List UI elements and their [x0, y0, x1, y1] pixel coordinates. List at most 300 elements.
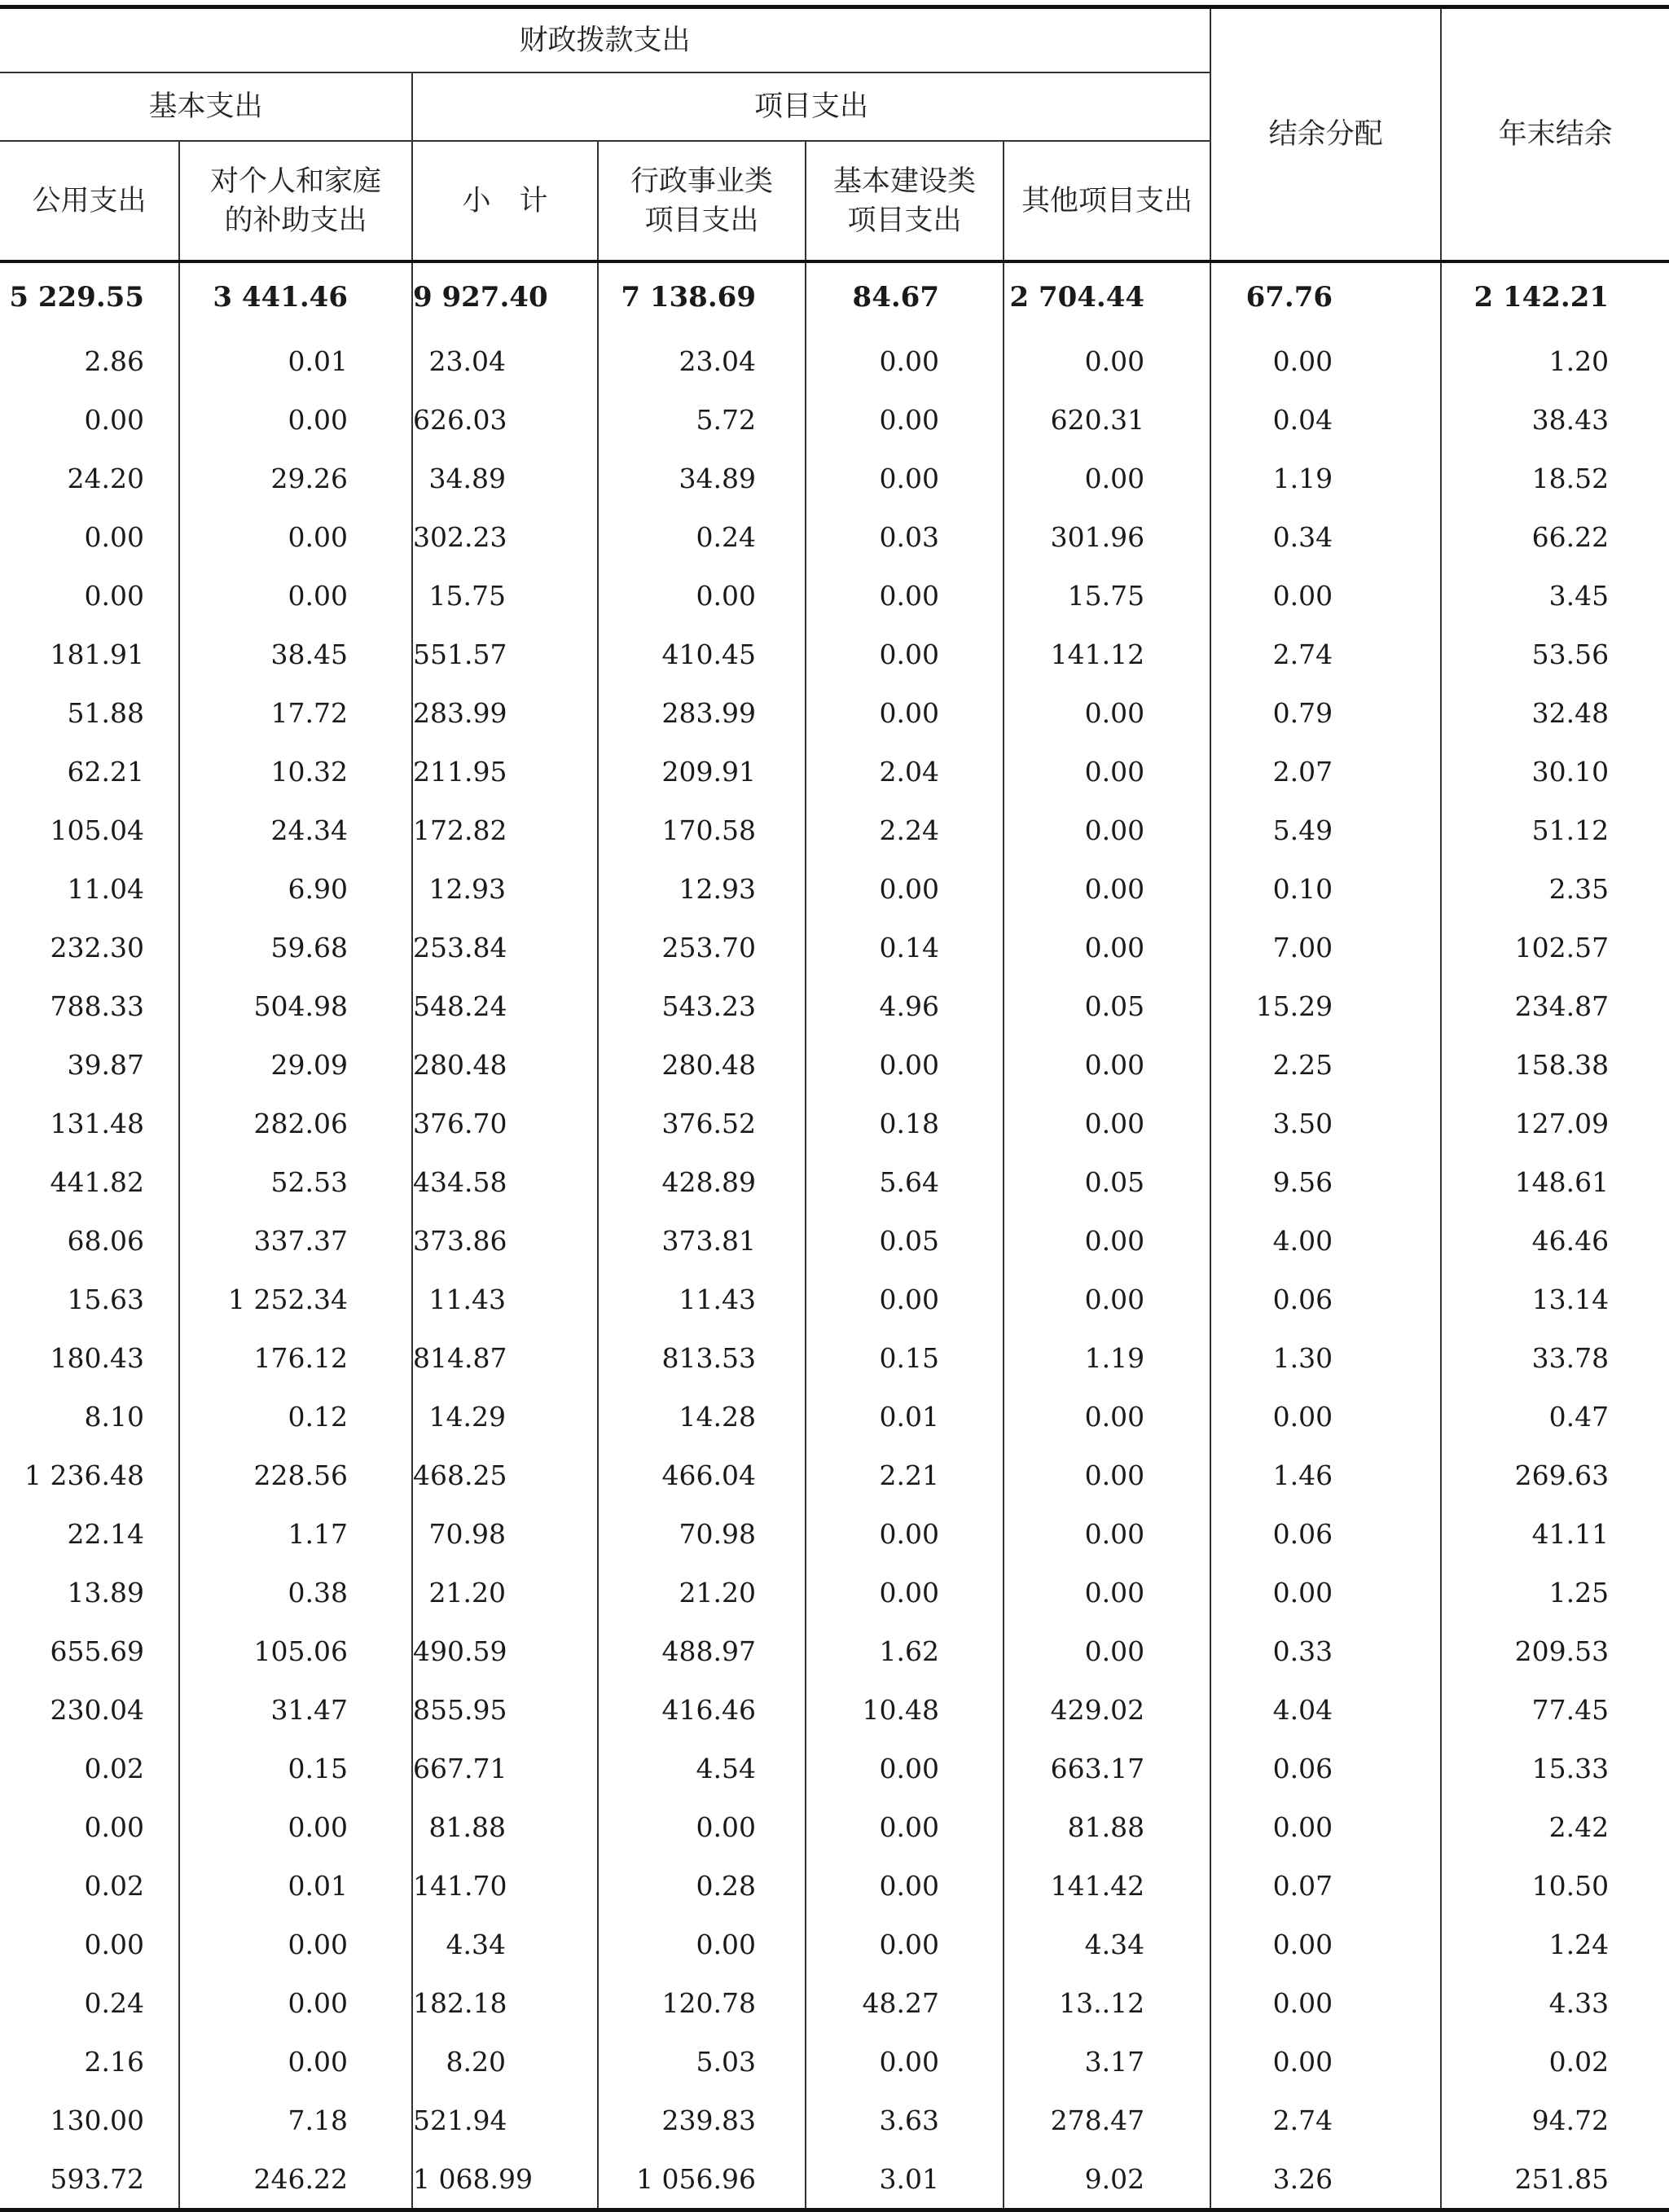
cell-public: 441.82: [50, 1165, 144, 1198]
cell-personal: 0.00: [179, 1915, 412, 1973]
cell-balance-distribution: 0.00: [1210, 331, 1441, 390]
table-row: [0, 801, 1669, 859]
cell-year-end-balance: 30.10: [1441, 742, 1669, 801]
cell-subtotal: 667.71: [412, 1739, 598, 1797]
cell-public: 8.10: [84, 1400, 144, 1433]
cell-public: 0.00: [84, 1810, 144, 1843]
cell-other: 0.00: [1004, 1504, 1210, 1563]
cell-public: 181.91: [50, 638, 144, 670]
cell-personal: 29.09: [179, 1035, 412, 1094]
cell-admin: 239.83: [598, 2091, 806, 2149]
cell-admin: 120.78: [598, 1973, 806, 2032]
cell-admin: 0.28: [598, 1856, 806, 1915]
cell-year-end-balance: 0.02: [1441, 2032, 1669, 2091]
cell-admin: 0.24: [598, 507, 806, 566]
cell-personal: 0.12: [179, 1387, 412, 1446]
cell-balance-distribution: 7.00: [1210, 918, 1441, 977]
cell-other: 15.75: [1004, 566, 1210, 625]
cell-personal: 282.06: [179, 1094, 412, 1152]
cell-admin: 376.52: [598, 1094, 806, 1152]
total-personal: 3 441.46: [179, 261, 412, 331]
cell-personal: 24.34: [179, 801, 412, 859]
cell-admin: 5.72: [598, 390, 806, 449]
cell-balance-distribution: 0.00: [1210, 2032, 1441, 2091]
cell-public: 0.02: [84, 1752, 144, 1784]
fiscal-expenditure-table: [0, 5, 1669, 2212]
cell-balance-distribution: 1.46: [1210, 1446, 1441, 1504]
total-subtotal: 9 927.40: [412, 261, 598, 331]
table-row: [0, 1035, 1669, 1094]
cell-balance-distribution: 0.10: [1210, 859, 1441, 918]
cell-admin: 209.91: [598, 742, 806, 801]
cell-other: 0.00: [1004, 918, 1210, 977]
cell-year-end-balance: 127.09: [1441, 1094, 1669, 1152]
cell-construction: 0.00: [806, 625, 1004, 683]
cell-year-end-balance: 13.14: [1441, 1270, 1669, 1328]
cell-construction: 0.00: [806, 1035, 1004, 1094]
cell-personal: 0.00: [179, 566, 412, 625]
cell-construction: 1.62: [806, 1622, 1004, 1680]
cell-public: 15.63: [67, 1283, 144, 1315]
table-row: [0, 1915, 1669, 1973]
cell-public: 13.89: [67, 1576, 144, 1609]
cell-construction: 4.96: [806, 977, 1004, 1035]
cell-balance-distribution: 5.49: [1210, 801, 1441, 859]
cell-admin: 373.81: [598, 1211, 806, 1270]
cell-personal: 59.68: [179, 918, 412, 977]
cell-balance-distribution: 0.00: [1210, 1973, 1441, 2032]
table-row: [0, 1387, 1669, 1446]
cell-balance-distribution: 0.06: [1210, 1270, 1441, 1328]
cell-subtotal: 8.20: [412, 2032, 598, 2091]
cell-other: 0.05: [1004, 977, 1210, 1035]
cell-admin: 1 056.96: [598, 2149, 806, 2210]
cell-balance-distribution: 0.79: [1210, 683, 1441, 742]
cell-other: 0.00: [1004, 801, 1210, 859]
cell-construction: 0.00: [806, 1739, 1004, 1797]
cell-balance-distribution: 2.07: [1210, 742, 1441, 801]
cell-construction: 0.05: [806, 1211, 1004, 1270]
cell-subtotal: 253.84: [412, 918, 598, 977]
cell-subtotal: 81.88: [412, 1797, 598, 1856]
cell-admin: 12.93: [598, 859, 806, 918]
cell-balance-distribution: 0.00: [1210, 1563, 1441, 1622]
cell-subtotal: 280.48: [412, 1035, 598, 1094]
table-row: [0, 1563, 1669, 1622]
cell-subtotal: 373.86: [412, 1211, 598, 1270]
cell-other: 13..12: [1004, 1973, 1210, 2032]
cell-personal: 337.37: [179, 1211, 412, 1270]
cell-subtotal: 141.70: [412, 1856, 598, 1915]
cell-construction: 0.00: [806, 390, 1004, 449]
table-row: [0, 2032, 1669, 2091]
cell-other: 141.12: [1004, 625, 1210, 683]
cell-admin: 23.04: [598, 331, 806, 390]
table-row: [0, 390, 1669, 449]
cell-public: 232.30: [50, 931, 144, 963]
cell-other: 620.31: [1004, 390, 1210, 449]
cell-other: 141.42: [1004, 1856, 1210, 1915]
cell-admin: 813.53: [598, 1328, 806, 1387]
total-other: 2 704.44: [1004, 261, 1210, 331]
cell-subtotal: 211.95: [412, 742, 598, 801]
cell-subtotal: 521.94: [412, 2091, 598, 2149]
cell-personal: 10.32: [179, 742, 412, 801]
cell-construction: 48.27: [806, 1973, 1004, 2032]
table-row: [0, 1739, 1669, 1797]
table-row: [0, 742, 1669, 801]
cell-personal: 29.26: [179, 449, 412, 507]
cell-other: 429.02: [1004, 1680, 1210, 1739]
cell-other: 663.17: [1004, 1739, 1210, 1797]
cell-subtotal: 814.87: [412, 1328, 598, 1387]
cell-balance-distribution: 2.25: [1210, 1035, 1441, 1094]
cell-year-end-balance: 1.25: [1441, 1563, 1669, 1622]
cell-admin: 0.00: [598, 1797, 806, 1856]
cell-construction: 0.03: [806, 507, 1004, 566]
cell-balance-distribution: 0.07: [1210, 1856, 1441, 1915]
cell-personal: 0.38: [179, 1563, 412, 1622]
header-construction-projects-line2: 项目支出: [847, 204, 962, 237]
cell-personal: 0.00: [179, 507, 412, 566]
cell-balance-distribution: 0.33: [1210, 1622, 1441, 1680]
cell-personal: 504.98: [179, 977, 412, 1035]
cell-admin: 428.89: [598, 1152, 806, 1211]
cell-other: 0.00: [1004, 1270, 1210, 1328]
header-public-expenditure: 公用支出: [0, 141, 179, 261]
cell-other: 0.00: [1004, 742, 1210, 801]
cell-year-end-balance: 251.85: [1441, 2149, 1669, 2210]
cell-other: 0.00: [1004, 1094, 1210, 1152]
cell-personal: 38.45: [179, 625, 412, 683]
cell-public: 130.00: [50, 2104, 144, 2136]
cell-public: 180.43: [50, 1341, 144, 1374]
cell-public: 788.33: [50, 990, 144, 1022]
cell-public: 51.88: [67, 696, 144, 729]
table-row: [0, 625, 1669, 683]
cell-other: 0.00: [1004, 449, 1210, 507]
header-basic-expenditure: 基本支出: [0, 72, 412, 141]
cell-balance-distribution: 9.56: [1210, 1152, 1441, 1211]
cell-year-end-balance: 4.33: [1441, 1973, 1669, 2032]
cell-year-end-balance: 3.45: [1441, 566, 1669, 625]
cell-public: 0.00: [84, 1928, 144, 1960]
cell-admin: 34.89: [598, 449, 806, 507]
cell-other: 0.00: [1004, 1035, 1210, 1094]
cell-subtotal: 11.43: [412, 1270, 598, 1328]
cell-year-end-balance: 1.24: [1441, 1915, 1669, 1973]
header-other-projects: 其他项目支出: [1004, 141, 1210, 261]
cell-personal: 0.01: [179, 1856, 412, 1915]
cell-admin: 21.20: [598, 1563, 806, 1622]
cell-year-end-balance: 2.35: [1441, 859, 1669, 918]
cell-personal: 0.00: [179, 1797, 412, 1856]
cell-other: 0.00: [1004, 859, 1210, 918]
cell-subtotal: 182.18: [412, 1973, 598, 2032]
cell-balance-distribution: 2.74: [1210, 2091, 1441, 2149]
cell-construction: 0.00: [806, 1270, 1004, 1328]
table-row: [0, 449, 1669, 507]
cell-admin: 0.00: [598, 1915, 806, 1973]
table-header: [0, 7, 1669, 262]
cell-public: 39.87: [67, 1048, 144, 1081]
cell-public: 11.04: [67, 872, 144, 905]
header-construction-projects-line1: 基本建设类: [832, 165, 976, 198]
cell-year-end-balance: 102.57: [1441, 918, 1669, 977]
cell-subtotal: 34.89: [412, 449, 598, 507]
table-row: [0, 1504, 1669, 1563]
cell-public: 131.48: [50, 1107, 144, 1139]
cell-admin: 410.45: [598, 625, 806, 683]
cell-other: 278.47: [1004, 2091, 1210, 2149]
cell-personal: 1 252.34: [179, 1270, 412, 1328]
cell-balance-distribution: 4.04: [1210, 1680, 1441, 1739]
cell-admin: 5.03: [598, 2032, 806, 2091]
cell-balance-distribution: 1.19: [1210, 449, 1441, 507]
cell-personal: 246.22: [179, 2149, 412, 2210]
cell-public: 230.04: [50, 1693, 144, 1726]
cell-year-end-balance: 94.72: [1441, 2091, 1669, 2149]
table-row: [0, 2091, 1669, 2149]
cell-other: 1.19: [1004, 1328, 1210, 1387]
cell-public: 2.86: [84, 345, 144, 377]
table-row: [0, 918, 1669, 977]
table-row: [0, 1211, 1669, 1270]
cell-other: 4.34: [1004, 1915, 1210, 1973]
cell-personal: 228.56: [179, 1446, 412, 1504]
cell-other: 0.00: [1004, 1446, 1210, 1504]
cell-balance-distribution: 0.06: [1210, 1739, 1441, 1797]
table-row: [0, 507, 1669, 566]
total-admin: 7 138.69: [598, 261, 806, 331]
header-admin-projects-line2: 项目支出: [644, 204, 759, 237]
header-personal-subsidy-line1: 对个人和家庭: [209, 165, 381, 198]
cell-other: 0.00: [1004, 1211, 1210, 1270]
cell-admin: 416.46: [598, 1680, 806, 1739]
cell-personal: 52.53: [179, 1152, 412, 1211]
cell-public: 0.00: [84, 579, 144, 612]
cell-public: 22.14: [67, 1517, 144, 1550]
cell-public: 0.02: [84, 1869, 144, 1902]
header-admin-projects: [598, 141, 806, 261]
cell-other: 81.88: [1004, 1797, 1210, 1856]
table-row: [0, 1094, 1669, 1152]
header-balance-distribution: 结余分配: [1210, 7, 1441, 262]
cell-year-end-balance: 148.61: [1441, 1152, 1669, 1211]
total-balance-distribution: 67.76: [1210, 261, 1441, 331]
cell-other: 0.00: [1004, 1563, 1210, 1622]
cell-subtotal: 14.29: [412, 1387, 598, 1446]
table-row: [0, 683, 1669, 742]
table-row: [0, 1680, 1669, 1739]
table-row: [0, 1446, 1669, 1504]
cell-admin: 488.97: [598, 1622, 806, 1680]
cell-admin: 283.99: [598, 683, 806, 742]
cell-public: 24.20: [67, 462, 144, 494]
cell-admin: 170.58: [598, 801, 806, 859]
cell-subtotal: 434.58: [412, 1152, 598, 1211]
cell-construction: 2.24: [806, 801, 1004, 859]
cell-year-end-balance: 10.50: [1441, 1856, 1669, 1915]
cell-personal: 0.00: [179, 2032, 412, 2091]
cell-subtotal: 855.95: [412, 1680, 598, 1739]
cell-balance-distribution: 0.34: [1210, 507, 1441, 566]
cell-construction: 0.15: [806, 1328, 1004, 1387]
header-personal-subsidy: [179, 141, 412, 261]
cell-personal: 0.15: [179, 1739, 412, 1797]
cell-construction: 3.01: [806, 2149, 1004, 2210]
cell-construction: 0.00: [806, 1856, 1004, 1915]
table-row: [0, 1973, 1669, 2032]
cell-admin: 11.43: [598, 1270, 806, 1328]
cell-personal: 176.12: [179, 1328, 412, 1387]
cell-subtotal: 172.82: [412, 801, 598, 859]
cell-public: 593.72: [0, 2149, 179, 2210]
cell-public: 0.24: [84, 1986, 144, 2019]
cell-year-end-balance: 209.53: [1441, 1622, 1669, 1680]
table-row: [0, 1622, 1669, 1680]
cell-year-end-balance: 33.78: [1441, 1328, 1669, 1387]
cell-other: 301.96: [1004, 507, 1210, 566]
cell-admin: 466.04: [598, 1446, 806, 1504]
cell-balance-distribution: 0.00: [1210, 1387, 1441, 1446]
cell-construction: 10.48: [806, 1680, 1004, 1739]
cell-construction: 0.14: [806, 918, 1004, 977]
cell-construction: 2.21: [806, 1446, 1004, 1504]
cell-subtotal: 23.04: [412, 331, 598, 390]
cell-construction: 5.64: [806, 1152, 1004, 1211]
cell-year-end-balance: 38.43: [1441, 390, 1669, 449]
header-admin-projects-line1: 行政事业类: [630, 165, 773, 198]
cell-public: 0.00: [84, 520, 144, 553]
cell-year-end-balance: 15.33: [1441, 1739, 1669, 1797]
cell-construction: 3.63: [806, 2091, 1004, 2149]
table-row: [0, 1856, 1669, 1915]
cell-year-end-balance: 51.12: [1441, 801, 1669, 859]
cell-admin: 253.70: [598, 918, 806, 977]
cell-public: 68.06: [67, 1224, 144, 1257]
cell-subtotal: 548.24: [412, 977, 598, 1035]
cell-year-end-balance: 46.46: [1441, 1211, 1669, 1270]
cell-personal: 0.00: [179, 1973, 412, 2032]
cell-other: 0.00: [1004, 331, 1210, 390]
cell-other: 3.17: [1004, 2032, 1210, 2091]
table-row: [0, 1270, 1669, 1328]
total-row: [0, 261, 1669, 331]
header-year-end-balance: 年末结余: [1441, 7, 1669, 262]
cell-subtotal: 15.75: [412, 566, 598, 625]
cell-balance-distribution: 15.29: [1210, 977, 1441, 1035]
header-construction-projects: [806, 141, 1004, 261]
cell-admin: 70.98: [598, 1504, 806, 1563]
cell-balance-distribution: 0.06: [1210, 1504, 1441, 1563]
cell-subtotal: 4.34: [412, 1915, 598, 1973]
cell-subtotal: 70.98: [412, 1504, 598, 1563]
cell-balance-distribution: 4.00: [1210, 1211, 1441, 1270]
table-row: [0, 1152, 1669, 1211]
cell-personal: 105.06: [179, 1622, 412, 1680]
cell-year-end-balance: 32.48: [1441, 683, 1669, 742]
cell-other: 0.00: [1004, 1622, 1210, 1680]
cell-admin: 0.00: [598, 566, 806, 625]
table-row: [0, 1328, 1669, 1387]
cell-year-end-balance: 77.45: [1441, 1680, 1669, 1739]
cell-subtotal: 551.57: [412, 625, 598, 683]
cell-construction: 0.00: [806, 2032, 1004, 2091]
header-fiscal-appropriation: 财政拨款支出: [0, 7, 1210, 73]
cell-subtotal: 1 068.99: [412, 2149, 598, 2210]
cell-balance-distribution: 1.30: [1210, 1328, 1441, 1387]
cell-personal: 17.72: [179, 683, 412, 742]
cell-balance-distribution: 0.00: [1210, 1915, 1441, 1973]
cell-admin: 14.28: [598, 1387, 806, 1446]
cell-public: 1 236.48: [24, 1459, 144, 1491]
cell-subtotal: 626.03: [412, 390, 598, 449]
cell-year-end-balance: 269.63: [1441, 1446, 1669, 1504]
cell-year-end-balance: 66.22: [1441, 507, 1669, 566]
cell-construction: 0.00: [806, 331, 1004, 390]
cell-year-end-balance: 41.11: [1441, 1504, 1669, 1563]
total-year-end-balance: 2 142.21: [1441, 261, 1669, 331]
table-row: [0, 566, 1669, 625]
cell-personal: 6.90: [179, 859, 412, 918]
cell-construction: 0.01: [806, 1387, 1004, 1446]
cell-other: 0.05: [1004, 1152, 1210, 1211]
cell-subtotal: 490.59: [412, 1622, 598, 1680]
total-construction: 84.67: [806, 261, 1004, 331]
cell-construction: 0.00: [806, 1797, 1004, 1856]
cell-personal: 0.01: [179, 331, 412, 390]
cell-public: 2.16: [84, 2045, 144, 2078]
cell-other: 0.00: [1004, 683, 1210, 742]
cell-year-end-balance: 1.20: [1441, 331, 1669, 390]
cell-balance-distribution: 3.26: [1210, 2149, 1441, 2210]
cell-balance-distribution: 0.00: [1210, 566, 1441, 625]
cell-year-end-balance: 18.52: [1441, 449, 1669, 507]
cell-construction: 0.00: [806, 566, 1004, 625]
table-row: [0, 1797, 1669, 1856]
cell-year-end-balance: 158.38: [1441, 1035, 1669, 1094]
cell-admin: 280.48: [598, 1035, 806, 1094]
cell-construction: 0.00: [806, 683, 1004, 742]
cell-public: 0.00: [84, 403, 144, 436]
cell-construction: 0.00: [806, 1563, 1004, 1622]
cell-other: 0.00: [1004, 1387, 1210, 1446]
table-row: [0, 859, 1669, 918]
table-row: [0, 977, 1669, 1035]
cell-construction: 0.00: [806, 1915, 1004, 1973]
cell-year-end-balance: 53.56: [1441, 625, 1669, 683]
cell-year-end-balance: 0.47: [1441, 1387, 1669, 1446]
cell-subtotal: 283.99: [412, 683, 598, 742]
cell-admin: 4.54: [598, 1739, 806, 1797]
cell-personal: 1.17: [179, 1504, 412, 1563]
cell-personal: 31.47: [179, 1680, 412, 1739]
cell-subtotal: 21.20: [412, 1563, 598, 1622]
cell-subtotal: 468.25: [412, 1446, 598, 1504]
cell-personal: 0.00: [179, 390, 412, 449]
cell-construction: 0.00: [806, 1504, 1004, 1563]
cell-construction: 0.00: [806, 449, 1004, 507]
cell-balance-distribution: 2.74: [1210, 625, 1441, 683]
table-row: [0, 331, 1669, 390]
cell-subtotal: 12.93: [412, 859, 598, 918]
cell-year-end-balance: 234.87: [1441, 977, 1669, 1035]
cell-public: 655.69: [50, 1635, 144, 1667]
cell-balance-distribution: 0.00: [1210, 1797, 1441, 1856]
cell-balance-distribution: 0.04: [1210, 390, 1441, 449]
cell-personal: 7.18: [179, 2091, 412, 2149]
